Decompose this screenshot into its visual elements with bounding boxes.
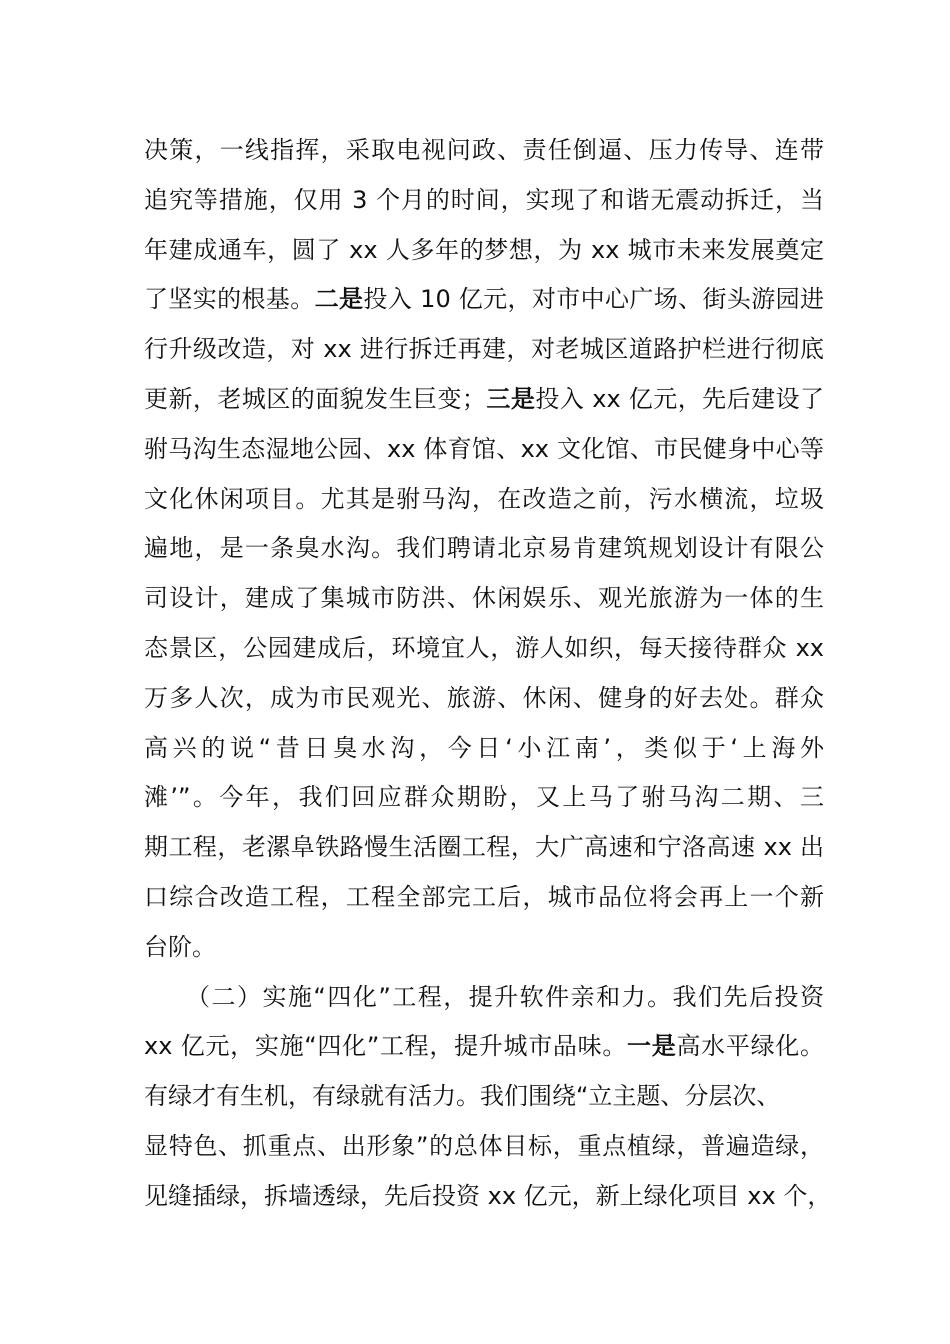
text-segment: 司设计，建成了集城市防洪、休闲娱乐、观光旅游为一体的生 [144, 584, 824, 613]
text-segment: 决策，一线指挥，采取电视问政、责任倒逼、压力传导、连带 [144, 136, 824, 164]
text-line [144, 773, 824, 823]
bold-text-segment: 三是 [485, 384, 536, 413]
text-line [144, 873, 824, 923]
text-segment: 了坚实的根基。 [144, 285, 315, 314]
text-line [144, 1072, 824, 1122]
text-line [144, 176, 824, 226]
text-segment: 投入 xx 亿元，先后建设了 [535, 384, 824, 413]
bold-text-segment: 一是 [627, 1032, 677, 1061]
bold-text-segment: 二是 [314, 285, 364, 314]
text-line [144, 475, 824, 525]
text-line [144, 574, 824, 624]
text-segment: 行升级改造，对 xx 进行拆迁再建，对老城区道路护栏进行彻底 [144, 335, 824, 364]
body-text [144, 126, 832, 1222]
text-segment: 见缝插绿，拆墙透绿，先后投资 xx 亿元，新上绿化项目 xx 个， [144, 1181, 832, 1210]
text-line [144, 1022, 824, 1072]
text-line [144, 923, 824, 973]
text-segment: xx 亿元，实施“四化”工程，提升城市品味。 [144, 1032, 628, 1061]
text-segment: 文化休闲项目。尤其是驸马沟，在改造之前，污水横流，垃圾 [144, 484, 824, 513]
text-line [144, 1122, 824, 1172]
text-segment: 态景区，公园建成后，环境宜人，游人如织，每天接待群众 xx [144, 633, 824, 662]
text-line [144, 126, 824, 176]
text-segment: 投入 10 亿元，对市中心广场、街头游园进 [363, 285, 825, 314]
text-line [144, 325, 824, 375]
text-line [144, 375, 824, 425]
text-segment: 有绿才有生机，有绿就有活力。我们围绕“立主题、分层次、 [144, 1082, 781, 1111]
text-line [144, 425, 824, 475]
text-segment: 期工程，老漯阜铁路慢生活圈工程，大广高速和宁洛高速 xx 出 [144, 833, 824, 862]
text-line [144, 624, 824, 674]
text-line [144, 973, 824, 1023]
text-segment: 追究等措施，仅用 3 个月的时间，实现了和谐无震动拆迁，当 [144, 185, 824, 214]
text-line [144, 823, 824, 873]
text-segment: 更新，老城区的面貌发生巨变； [144, 384, 486, 413]
text-line [144, 1172, 832, 1222]
text-segment: 显特色、抓重点、出形象”的总体目标，重点植绿，普遍造绿， [144, 1131, 824, 1160]
text-line [144, 226, 824, 276]
text-line [144, 674, 824, 724]
text-segment: 驸马沟生态湿地公园、xx 体育馆、xx 文化馆、市民健身中心等 [144, 434, 824, 463]
text-segment: 滩’”。今年，我们回应群众期盼，又上马了驸马沟二期、三 [144, 783, 824, 812]
text-line [144, 724, 824, 774]
text-line [144, 275, 824, 325]
text-segment: 遍地，是一条臭水沟。我们聘请北京易肯建筑规划设计有限公 [144, 534, 824, 563]
text-segment: 口综合改造工程，工程全部完工后，城市品位将会再上一个新 [144, 882, 824, 911]
text-segment: 万多人次，成为市民观光、旅游、休闲、健身的好去处。群众 [144, 683, 824, 712]
text-line [144, 524, 824, 574]
text-segment: 高水平绿化。 [676, 1032, 825, 1061]
text-segment: 台阶。 [144, 932, 216, 961]
text-segment: 年建成通车，圆了 xx 人多年的梦想，为 xx 城市未来发展奠定 [144, 235, 824, 264]
text-segment: 高兴的说“昔日臭水沟，今日‘小江南’，类似于‘上海外 [144, 733, 824, 762]
text-segment: （二）实施“四化”工程，提升软件亲和力。我们先后投资 [186, 982, 824, 1011]
